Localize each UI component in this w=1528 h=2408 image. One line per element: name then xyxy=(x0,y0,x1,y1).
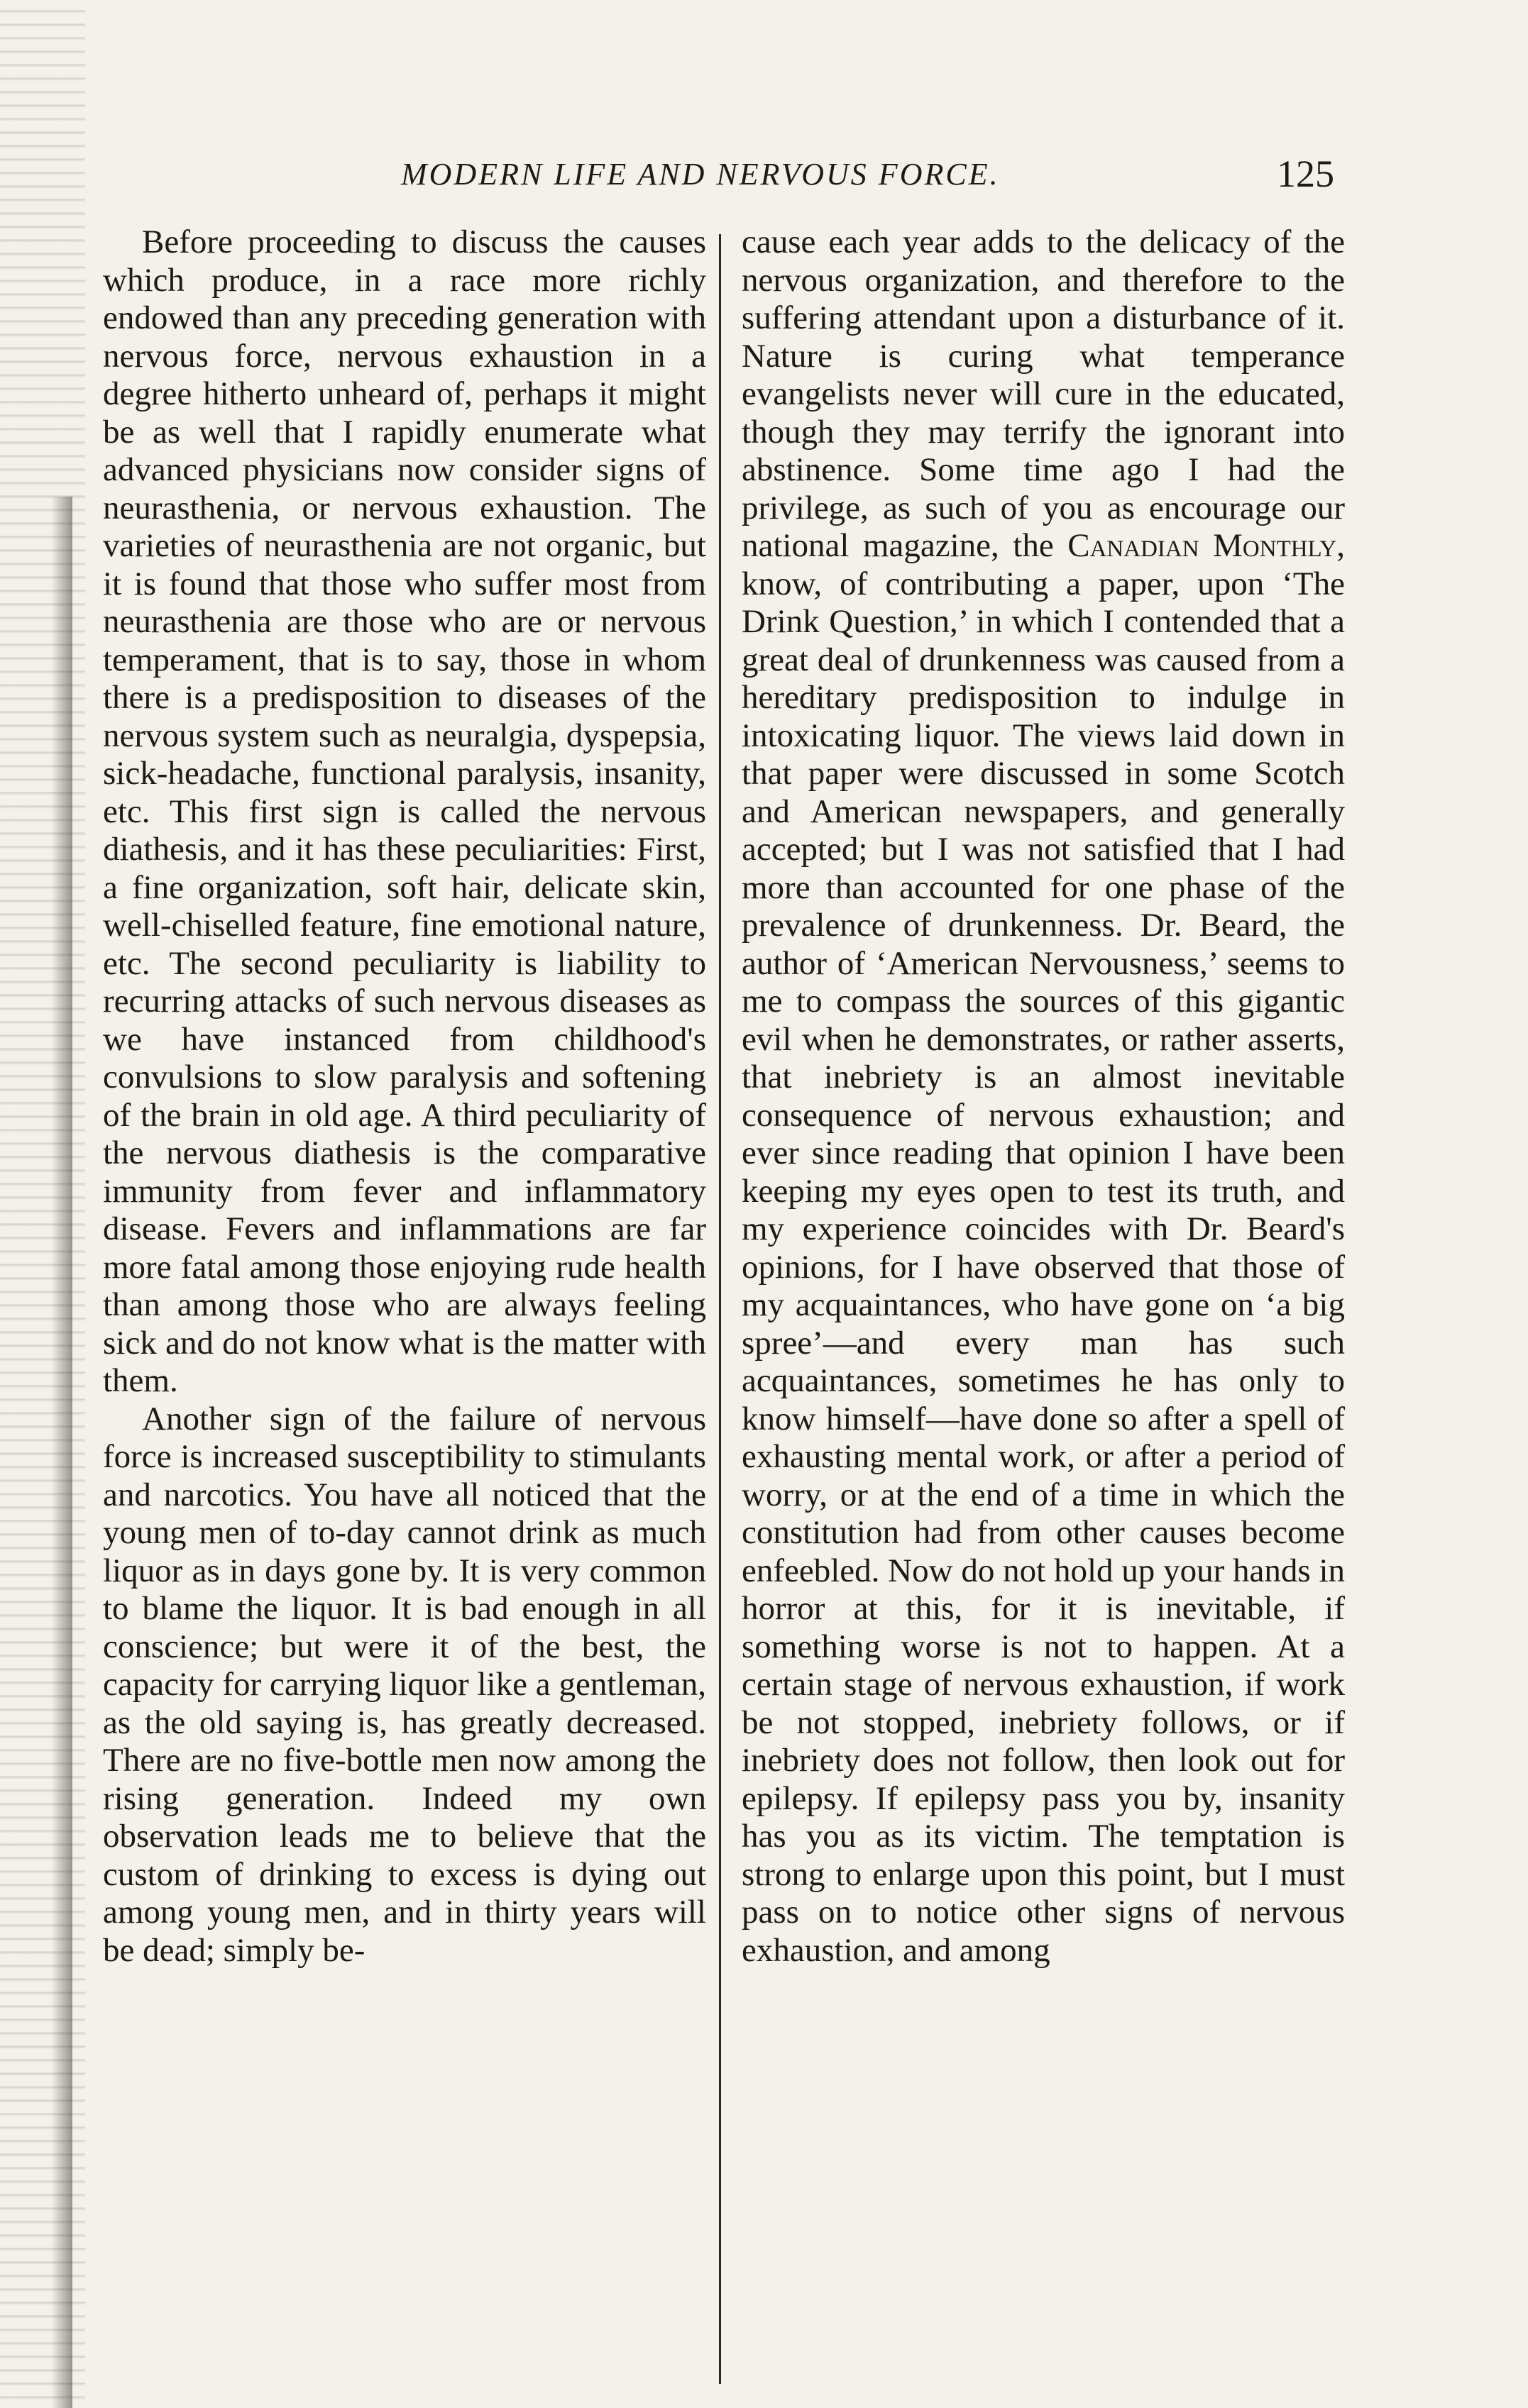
text-before-magazine: cause each year adds to the delicacy of the nervous organization, and therefore to the suffering attendant upon a disturbance of it. Nature is curing what temperance evangelists never will cure in the educated, though they may terrify the ignorant into abstinence. Some time ago I had the privilege, as such of you as encourage our national magazine, the xyxy=(742,223,1345,564)
magazine-name: Canadian Monthly xyxy=(1067,527,1337,564)
text-after-magazine: , know, of contributing a paper, upon ‘The Drink Question,’ in which I contended that a great deal of drunkenness was caused from a hereditary predisposition to indulge in intoxicating liquor. The views laid down in that paper were discussed in some Scotch and American newspapers, and generally accepted; but I was not satisfied that I had more than accounted for one phase of the prevalence of drunkenness. Dr. Beard, the author of ‘American Nervousness,’ seems to me to compass the sources of this gigantic evil when he demonstrates, or rather asserts, that inebriety is an almost inevitable consequence of nervous exhaustion; and ever since reading that opinion I have been keeping my eyes open to test its truth, and my experience coincides with Dr. Beard's opinions, for I have observed that those of my acquaintances, who have gone on ‘a big spree’—and every man has such acquaintances, sometimes he has only to know himself—have done so after a spell of exhausting mental work, or after a period of worry, or at the end of a time in which the constitution had from other causes become enfeebled. Now do not hold up your hands in horror at this, for it is inevitable, if something worse is not to happen. At a certain stage of nervous exhaustion, if work be not stopped, inebriety follows, or if inebriety does not follow, then look out for epilepsy. If epilepsy pass you by, insanity has you as its victim. The temptation is strong to enlarge upon this point, but I must pass on to notice other signs of nervous exhaustion, and among xyxy=(742,527,1345,1969)
binding-shadow xyxy=(51,497,72,2408)
column-rule xyxy=(719,234,721,2384)
paragraph-before-proceeding: Before proceeding to discuss the causes which produce, in a race more richly endowed than any preceding generation with nervous force, nervous exhaustion in a degree hitherto unheard of, perhaps it might be as well that I rapidly enumerate what advanced physicians now consider signs of neurasthenia, or nervous exhaustion. The varieties of neurasthenia are not organic, but it is found that those who suffer most from neurasthenia are those who are or nervous temperament, that is to say, those in whom there is a predisposition to diseases of the nervous system such as neuralgia, dyspepsia, sick-headache, functional paralysis, insanity, etc. This first sign is called the nervous diathesis, and it has these peculiarities: First, a fine organization, soft hair, delicate skin, well-chiselled feature, fine emotional nature, etc. The second peculiarity is liability to recurring attacks of such nervous diseases as we have instanced from childhood's convulsions to slow paralysis and softening of the brain in old age. A third peculiarity of the nervous diathesis is the comparative immunity from fever and inflammatory disease. Fevers and inflammations are far more fatal among those enjoying rude health than among those who are always feeling sick and do not know what is the matter with them. xyxy=(103,223,706,1399)
paragraph-another-sign: Another sign of the failure of nervous force is increased susceptibility to stimulants and narcotics. You have all noticed that the young men of to-day cannot drink as much liquor as in days gone by. It is very common to blame the liquor. It is bad enough in all conscience; but were it of the best, the capacity for carrying liquor like a gentleman, as the old saying is, has greatly decreased. There are no five-bottle men now among the rising generation. Indeed my own observation leads me to believe that the custom of drinking to excess is dying out among young men, and in thirty years will be dead; simply be- xyxy=(103,1400,706,1969)
paragraph-continuation xyxy=(742,223,1345,1970)
right-column xyxy=(742,223,1345,1970)
page-number: 125 xyxy=(1277,153,1334,195)
binding-gutter xyxy=(0,0,85,2408)
left-column xyxy=(103,223,706,1970)
running-title: MODERN LIFE AND NERVOUS FORCE. xyxy=(401,157,1000,192)
